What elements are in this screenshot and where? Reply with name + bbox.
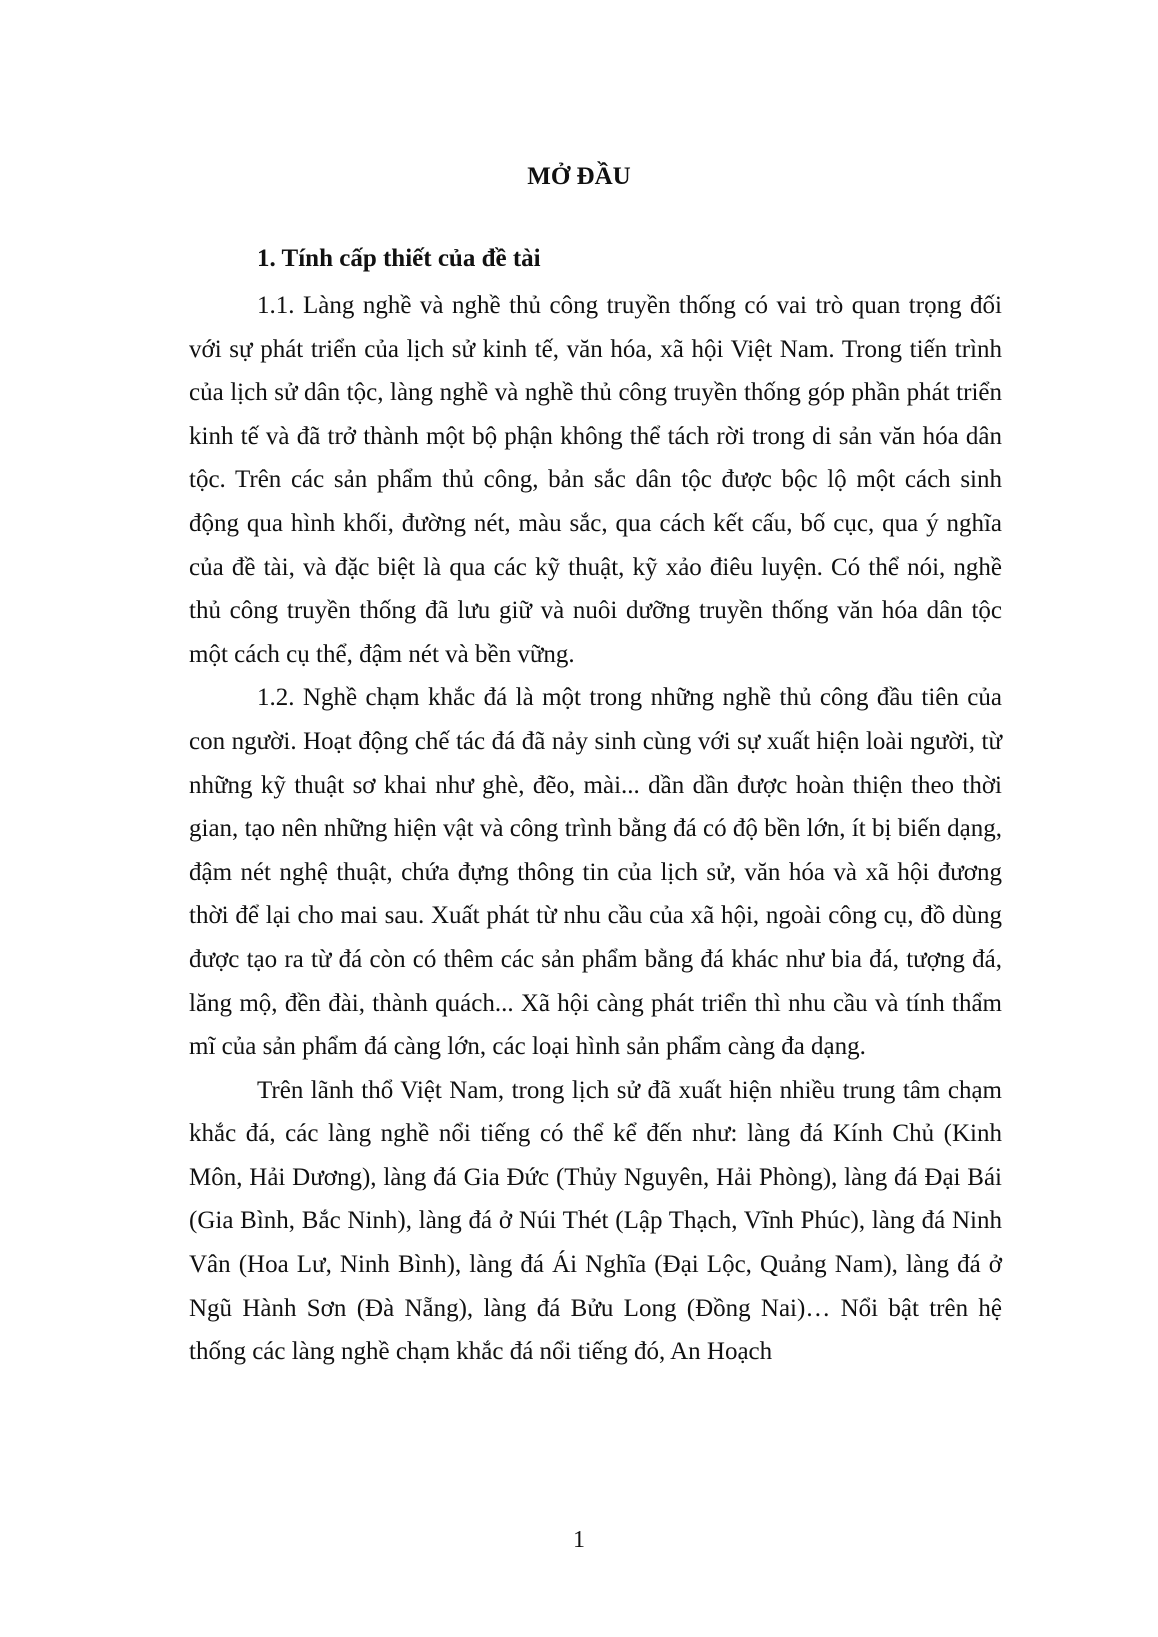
chapter-title: MỞ ĐẦU xyxy=(527,163,631,190)
paragraph-1-2: 1.2. Nghề chạm khắc đá là một trong những nghề thủ công đầu tiên của con người. Hoạt động chế tác đá đã nảy sinh cùng với sự xuất hiện loài người, từ những kỹ thuật sơ khai như ghè, đẽo, mài... dần dần được hoàn thiện theo thời gian, tạo nên những hiện vật và công trình bằng đá có độ bền lớn, ít bị biến dạng, đậm nét nghệ thuật, chứa đựng thông tin của lịch sử, văn hóa và xã hội đương thời để lại cho mai sau. Xuất phát từ nhu cầu của xã hội, ngoài công cụ, đồ dùng được tạo ra từ đá còn có thêm các sản phẩm bằng đá khác như bia đá, tượng đá, lăng mộ, đền đài, thành quách... Xã hội càng phát triển thì nhu cầu và tính thẩm mĩ của sản phẩm đá càng lớn, các loại hình sản phẩm càng đa dạng. xyxy=(189,684,1002,1061)
paragraph-3: Trên lãnh thổ Việt Nam, trong lịch sử đã xuất hiện nhiều trung tâm chạm khắc đá, các làng nghề nổi tiếng có thể kể đến như: làng đá Kính Chủ (Kinh Môn, Hải Dương), làng đá Gia Đức (Thủy Nguyên, Hải Phòng), làng đá Đại Bái (Gia Bình, Bắc Ninh), làng đá ở Núi Thét (Lập Thạch, Vĩnh Phúc), làng đá Ninh Vân (Hoa Lư, Ninh Bình), làng đá Ái Nghĩa (Đại Lộc, Quảng Nam), làng đá ở Ngũ Hành Sơn (Đà Nẵng), làng đá Bửu Long (Đồng Nai)… Nổi bật trên hệ thống các làng nghề chạm khắc đá nổi tiếng đó, An Hoạch xyxy=(189,1076,1002,1366)
section-heading: 1. Tính cấp thiết của đề tài xyxy=(257,245,541,272)
page-number: 1 xyxy=(573,1527,585,1553)
body-text xyxy=(189,284,1002,1374)
paragraph-1-1: 1.1. Làng nghề và nghề thủ công truyền thống có vai trò quan trọng đối với sự phát triển của lịch sử kinh tế, văn hóa, xã hội Việt Nam. Trong tiến trình của lịch sử dân tộc, làng nghề và nghề thủ công truyền thống góp phần phát triển kinh tế và đã trở thành một bộ phận không thể tách rời trong di sản văn hóa dân tộc. Trên các sản phẩm thủ công, bản sắc dân tộc được bộc lộ một cách sinh động qua hình khối, đường nét, màu sắc, qua cách kết cấu, bố cục, qua ý nghĩa của đề tài, và đặc biệt là qua các kỹ thuật, kỹ xảo điêu luyện. Có thể nói, nghề thủ công truyền thống đã lưu giữ và nuôi dưỡng truyền thống văn hóa dân tộc một cách cụ thể, đậm nét và bền vững. xyxy=(189,292,1002,668)
